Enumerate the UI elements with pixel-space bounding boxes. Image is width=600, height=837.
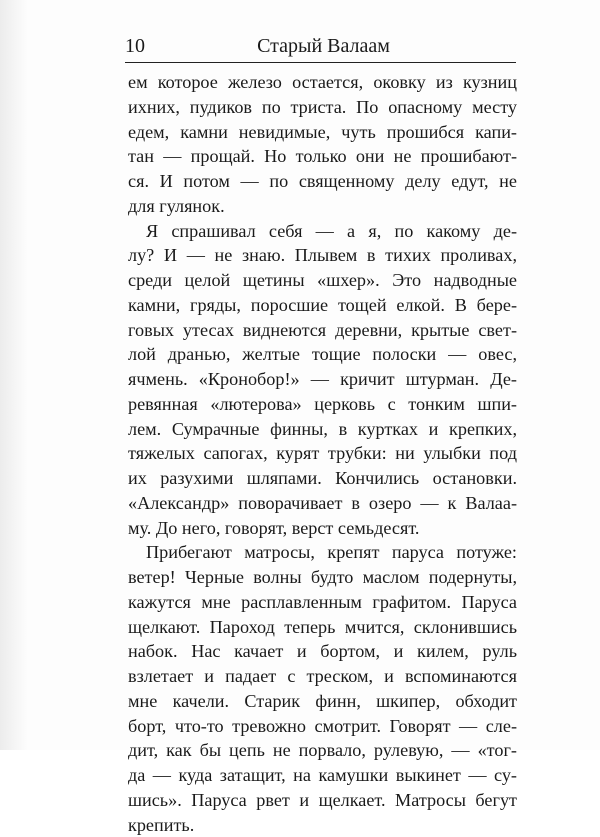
paragraph — [128, 70, 517, 219]
text-line: да — куда затащит, на камушки выкинет — су- — [128, 763, 517, 788]
text-line: взлетает и падает с треском, и вспоминаются — [128, 664, 517, 689]
text-line: их разухими шляпами. Кончились остановки. — [128, 466, 517, 491]
text-line: «Александр» поворачивает в озеро — к Валаа- — [128, 491, 517, 516]
text-line: говых утесах виднеются деревни, крытые свет- — [128, 318, 517, 343]
paragraph — [128, 540, 517, 837]
text-line: щелкают. Пароход теперь мчится, склонившись — [128, 615, 517, 640]
body-text — [128, 70, 517, 837]
text-line: камни, гряды, поросшие тощей елкой. В бере- — [128, 293, 517, 318]
text-line: среди целой щетины «шхер». Это надводные — [128, 268, 517, 293]
text-line: кажутся мне расплавленным графитом. Паруса — [128, 590, 517, 615]
text-line: мне качели. Старик финн, шкипер, обходит — [128, 689, 517, 714]
text-line: Прибегают матросы, крепят паруса потуже: — [128, 540, 517, 565]
text-line: Я спрашивал себя — а я, по какому де- — [128, 219, 517, 244]
text-line: ветер! Черные волны будто маслом подернуты, — [128, 565, 517, 590]
text-line: шись». Паруса рвет и щелкает. Матросы бегут — [128, 788, 517, 813]
text-line: тяжелых сапогах, курят трубки: ни улыбки под — [128, 441, 517, 466]
text-line: крепить. — [128, 813, 517, 837]
text-line: борт, что-то тревожно смотрит. Говорят — сле- — [128, 714, 517, 739]
text-line: тан — прощай. Но только они не прошибают- — [128, 144, 517, 169]
paragraph — [128, 219, 517, 541]
running-head — [125, 32, 516, 63]
text-line: му. До него, говорят, верст семьдесят. — [128, 516, 517, 541]
text-line: дит, как бы цепь не порвало, рулевую, — «тог- — [128, 738, 517, 763]
text-line: лу? И — не знаю. Плывем в тихих проливах, — [128, 243, 517, 268]
text-line: лем. Сумрачные финны, в куртках и крепких, — [128, 417, 517, 442]
text-line: ем которое железо остается, оковку из кузниц — [128, 70, 517, 95]
text-line: ревянная «лютерова» церковь с тонким шпи- — [128, 392, 517, 417]
text-line: ся. И потом — по священному делу едут, не — [128, 169, 517, 194]
running-title: Старый Валаам — [125, 34, 516, 58]
text-line: набок. Нас качает и бортом, и килем, руль — [128, 639, 517, 664]
page-gutter-shadow — [0, 0, 28, 750]
text-line: едем, камни невидимые, чуть прошибся капи- — [128, 120, 517, 145]
text-line: ихних, пудиков по триста. По опасному месту — [128, 95, 517, 120]
text-line: лой дранью, желтые тощие полоски — овес, — [128, 342, 517, 367]
page-number: 10 — [125, 34, 145, 58]
text-line: ячмень. «Кронобор!» — кричит штурман. Де- — [128, 367, 517, 392]
text-line: для гулянок. — [128, 194, 517, 219]
